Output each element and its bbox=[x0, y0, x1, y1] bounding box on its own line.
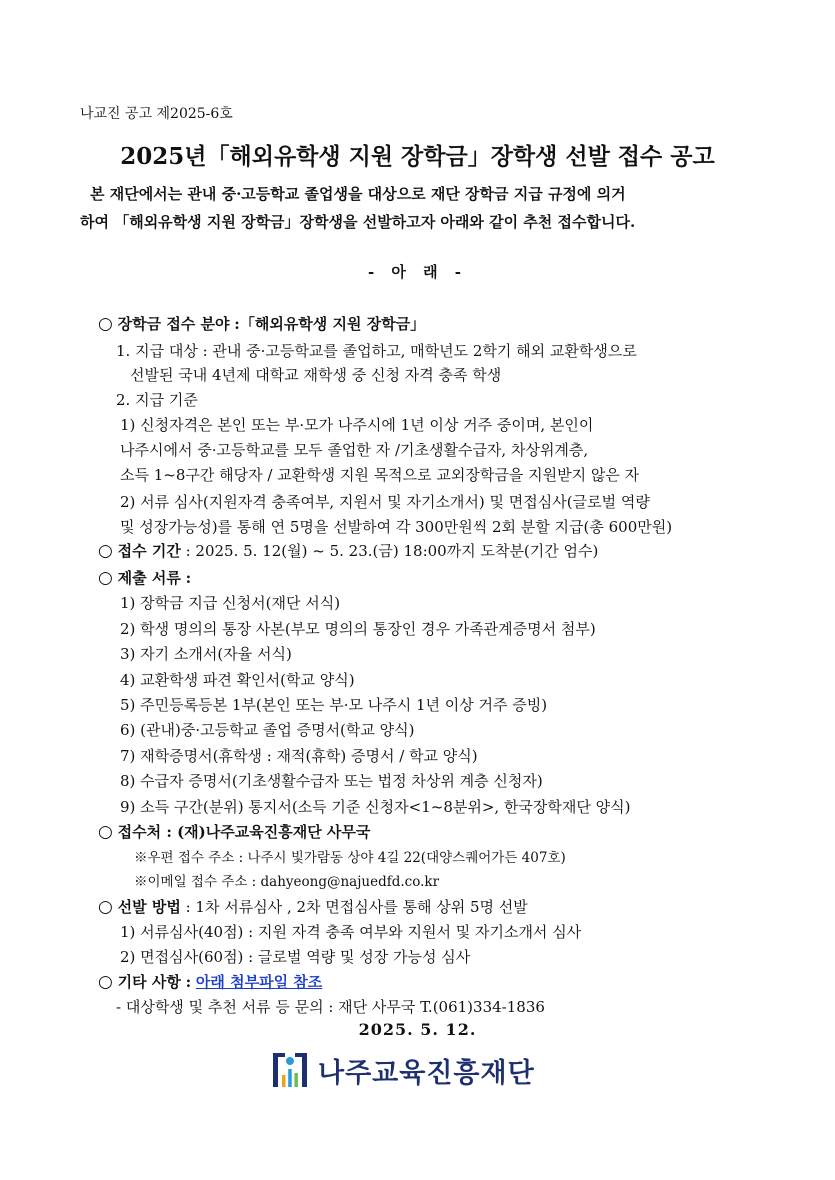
intro-line-1: 본 재단에서는 관내 중·고등학교 졸업생을 대상으로 재단 장학금 지급 규정에 의거 bbox=[90, 185, 626, 203]
section-reception bbox=[98, 822, 370, 842]
email-address[interactable]: ※이메일 접수 주소 : dahyeong@najuedfd.co.kr bbox=[134, 874, 440, 890]
criteria-2-line-2: 및 성장가능성)를 통해 연 5명을 선발하여 각 300만원씩 2회 분할 지급(총 600만원) bbox=[120, 518, 673, 536]
section-colon: : bbox=[185, 973, 192, 991]
criteria-1-line-3: 소득 1~8구간 해당자 / 교환학생 지원 목적으로 교외장학금을 지원받지 않은 자 bbox=[120, 466, 640, 484]
circle-marker-icon: ○ bbox=[98, 897, 113, 917]
document-item: 8) 수급자 증명서(기초생활수급자 또는 법정 차상위 계층 신청자) bbox=[120, 772, 543, 790]
criteria-title: 2. 지급 기준 bbox=[116, 391, 198, 409]
circle-marker-icon: ○ bbox=[98, 541, 113, 561]
section-label: 장학금 접수 분야 bbox=[117, 315, 230, 333]
attachment-link[interactable]: 아래 첨부파일 참조 bbox=[195, 973, 323, 991]
section-value: : 2025. 5. 12(월) ~ 5. 23.(금) 18:00까지 도착분(기간 엄수) bbox=[185, 542, 599, 560]
notice-date: 2025. 5. 12. bbox=[358, 1020, 477, 1039]
contact-line: - 대상학생 및 추천 서류 등 문의 : 재단 사무국 T.(061)334-1836 bbox=[116, 998, 545, 1016]
section-documents bbox=[98, 568, 191, 588]
document-item: 5) 주민등록등본 1부(본인 또는 부·모 나주시 1년 이상 거주 증빙) bbox=[120, 696, 548, 714]
section-value: : bbox=[185, 569, 192, 587]
section-label: 기타 사항 bbox=[117, 973, 181, 991]
foundation-logo-icon bbox=[272, 1051, 308, 1089]
target-line-2: 선발된 국내 4년제 대학교 재학생 중 신청 자격 충족 학생 bbox=[130, 366, 502, 384]
document-item: 4) 교환학생 파견 확인서(학교 양식) bbox=[120, 671, 355, 689]
foundation-logo bbox=[272, 1048, 572, 1092]
section-label: 선발 방법 bbox=[117, 898, 181, 916]
section-value: :「해외유학생 지원 장학금」 bbox=[234, 315, 426, 333]
circle-marker-icon: ○ bbox=[98, 972, 113, 992]
criteria-2-line-1: 2) 서류 심사(지원자격 충족여부, 지원서 및 자기소개서) 및 면접심사(글로벌 역량 bbox=[120, 493, 650, 511]
section-selection-method bbox=[98, 897, 528, 917]
criteria-1-line-2: 나주시에서 중·고등학교를 모두 졸업한 자 /기초생활수급자, 차상위계층, bbox=[120, 441, 589, 459]
selection-item: 1) 서류심사(40점) : 지원 자격 충족 여부와 지원서 및 자기소개서 심사 bbox=[120, 923, 582, 941]
document-item: 2) 학생 명의의 통장 사본(부모 명의의 통장인 경우 가족관계증명서 첨부) bbox=[120, 620, 596, 638]
foundation-name: 나주교육진흥재단 bbox=[318, 1057, 535, 1089]
target-line-1: 1. 지급 대상 : 관내 중·고등학교를 졸업하고, 매학년도 2학기 해외 교환학생으로 bbox=[116, 342, 637, 360]
criteria-1-line-1: 1) 신청자격은 본인 또는 부·모가 나주시에 1년 이상 거주 중이며, 본인이 bbox=[120, 416, 594, 434]
document-item: 7) 재학증명서(휴학생 : 재적(휴학) 증명서 / 학교 양식) bbox=[120, 747, 478, 765]
document-item: 6) (관내)중·고등학교 졸업 증명서(학교 양식) bbox=[120, 721, 415, 739]
document-item: 9) 소득 구간(분위) 통지서(소득 기준 신청자<1~8분위>, 한국장학재단 양식) bbox=[120, 798, 631, 816]
circle-marker-icon: ○ bbox=[98, 822, 113, 842]
selection-item: 2) 면접심사(60점) : 글로벌 역량 및 성장 가능성 심사 bbox=[120, 948, 471, 966]
section-etc bbox=[98, 972, 322, 992]
section-label: 접수 기간 bbox=[117, 542, 181, 560]
section-label: 제출 서류 bbox=[117, 569, 181, 587]
below-heading: - 아 래 - bbox=[367, 263, 468, 281]
notice-title: 2025년「해외유학생 지원 장학금」장학생 선발 접수 공고 bbox=[120, 143, 715, 170]
document-item: 1) 장학금 지급 신청서(재단 서식) bbox=[120, 594, 341, 612]
document-number: 나교진 공고 제2025-6호 bbox=[80, 106, 233, 122]
circle-marker-icon: ○ bbox=[98, 568, 113, 588]
intro-line-2: 하여 「해외유학생 지원 장학금」장학생을 선발하고자 아래와 같이 추천 접수합니다. bbox=[80, 213, 636, 231]
section-label: 접수처 : (재)나주교육진흥재단 사무국 bbox=[117, 823, 371, 841]
section-scholarship-field bbox=[98, 314, 425, 334]
section-value: : 1차 서류심사 , 2차 면접심사를 통해 상위 5명 선발 bbox=[185, 898, 528, 916]
document-item: 3) 자기 소개서(자율 서식) bbox=[120, 645, 292, 663]
circle-marker-icon: ○ bbox=[98, 314, 113, 334]
postal-address: ※우편 접수 주소 : 나주시 빛가람동 상야 4길 22(대양스퀘어가든 407호) bbox=[134, 850, 566, 866]
section-application-period bbox=[98, 541, 598, 561]
